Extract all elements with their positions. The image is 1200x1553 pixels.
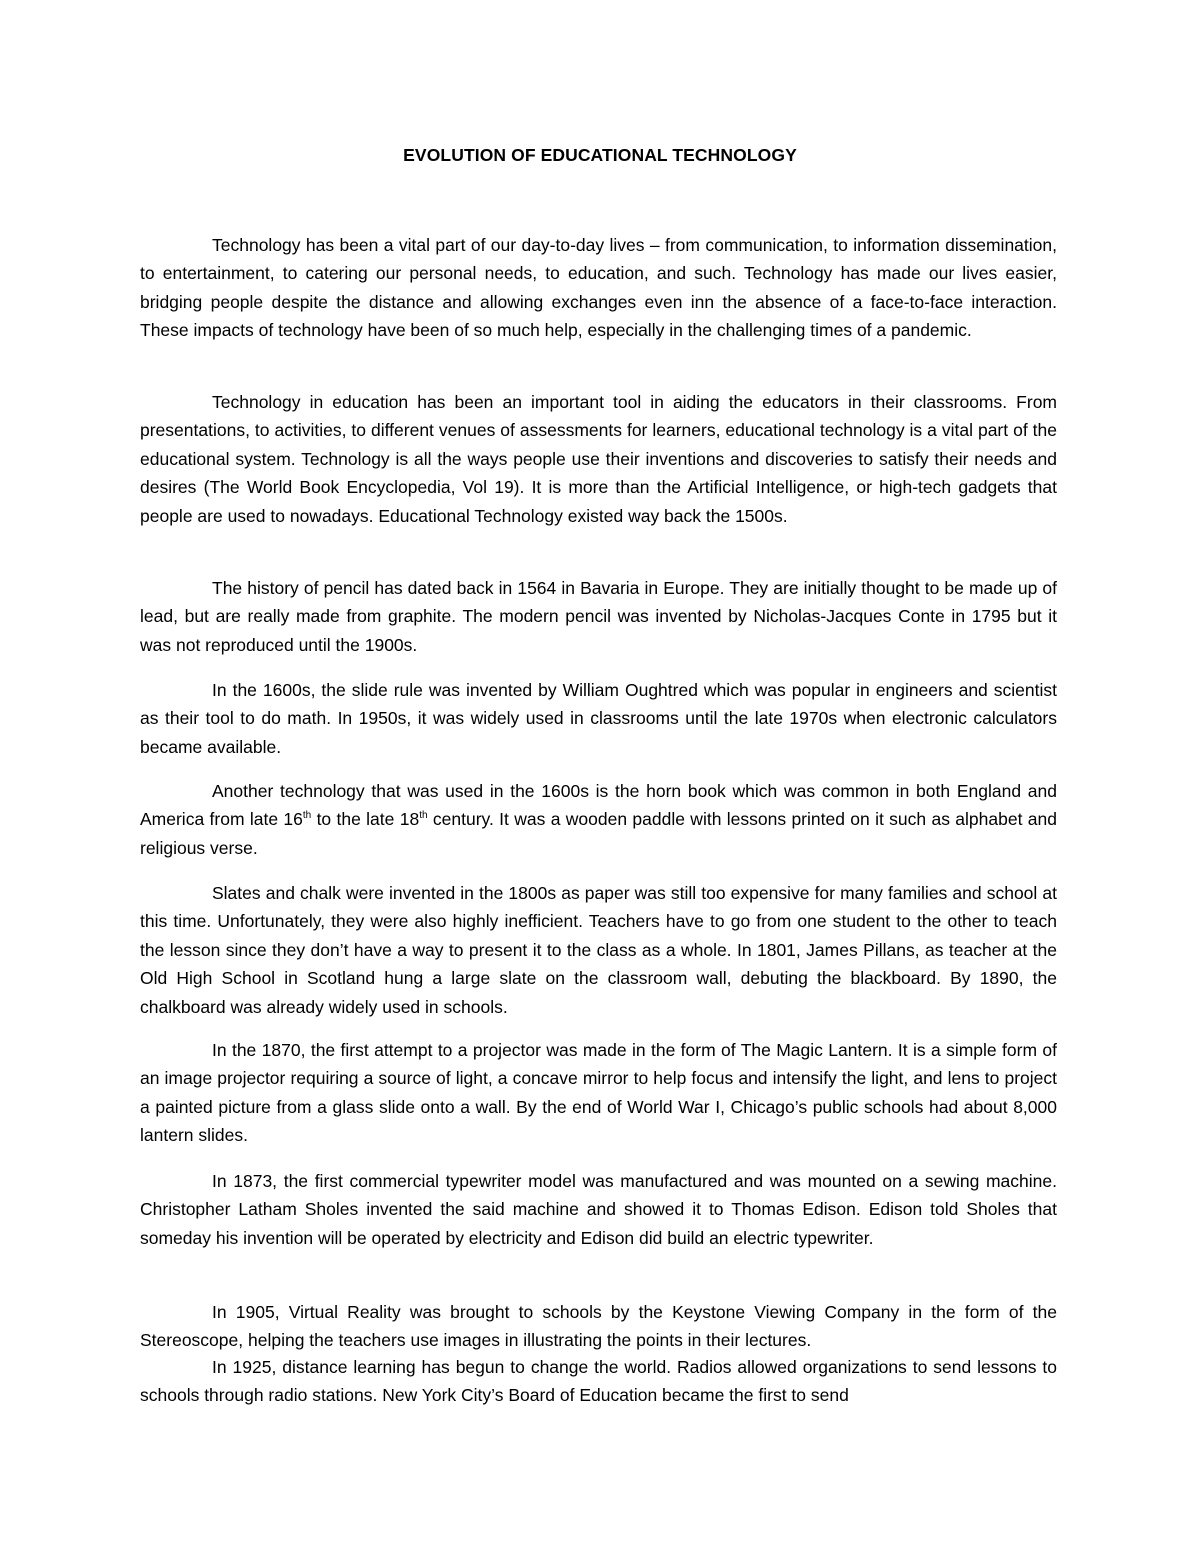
- paragraph-slates-and-chalk: Slates and chalk were invented in the 1800s as paper was still too expensive for many families and school at this time. Unfortunately, they were also highly inefficient. Teachers have to go from one student to the other to teach the lesson since they don’t have a way to present it to the class as a whole. In 1801, James Pillans, as teacher at the Old High School in Scotland hung a large slate on the classroom wall, debuting the blackboard. By 1890, the chalkboard was already widely used in schools.: [140, 883, 1057, 1017]
- document-title: EVOLUTION OF EDUCATIONAL TECHNOLOGY: [403, 145, 797, 165]
- paragraph-technology-in-education: Technology in education has been an important tool in aiding the educators in their classrooms. From presentations, to activities, to different venues of assessments for learners, educational technology is a vital part of the educational system. Technology is all the ways people use their inventions and discoveries to satisfy their needs and desires (The World Book Encyclopedia, Vol 19). It is more than the Artificial Intelligence, or high-tech gadgets that people are used to nowadays. Educational Technology existed way back the 1500s.: [140, 392, 1057, 526]
- paragraph-pencil-history: The history of pencil has dated back in 1564 in Bavaria in Europe. They are initially thought to be made up of lead, but are really made from graphite. The modern pencil was invented by Nicholas-Jacques Conte in 1795 but it was not reproduced until the 1900s.: [140, 578, 1057, 655]
- paragraph-typewriter: In 1873, the first commercial typewriter model was manufactured and was mounted on a sewing machine. Christopher Latham Sholes invented the said machine and showed it to Thomas Edison. Edison told Sholes that someday his invention will be operated by electricity and Edison did build an electric typewriter.: [140, 1171, 1057, 1248]
- horn-book-text-3: century. It was a wooden paddle with lessons printed on it such as alphabet and religious verse.: [140, 809, 1057, 858]
- superscript-th: th: [419, 810, 428, 822]
- paragraph-slide-rule: In the 1600s, the slide rule was invented by William Oughtred which was popular in engineers and scientist as their tool to do math. In 1950s, it was widely used in classrooms until the late 1970s when electronic calculators became available.: [140, 680, 1057, 757]
- paragraph-intro: Technology has been a vital part of our day-to-day lives – from communication, to information dissemination, to entertainment, to catering our personal needs, to education, and such. Technology has made our lives easier, bridging people despite the distance and allowing exchanges even inn the absence of a face-to-face interaction. These impacts of technology have been of so much help, especially in the challenging times of a pandemic.: [140, 235, 1057, 341]
- horn-book-text-1: Another technology that was used in the 1600s is the horn book which was common in both England and America from late 16: [140, 781, 1057, 830]
- paragraph-magic-lantern: In the 1870, the first attempt to a projector was made in the form of The Magic Lantern. It is a simple form of an image projector requiring a source of light, a concave mirror to help focus and intensify the light, and lens to project a painted picture from a glass slide onto a wall. By the end of World War I, Chicago’s public schools had about 8,000 lantern slides.: [140, 1040, 1057, 1146]
- paragraph-virtual-reality: In 1905, Virtual Reality was brought to schools by the Keystone Viewing Company in the form of the Stereoscope, helping the teachers use images in illustrating the points in their lectures.: [140, 1302, 1057, 1351]
- superscript-th: th: [302, 810, 312, 822]
- horn-book-text-2: to the late 18: [311, 809, 420, 830]
- paragraph-horn-book: [140, 777, 1057, 862]
- paragraph-distance-learning: In 1925, distance learning has begun to change the world. Radios allowed organizations to send lessons to schools through radio stations. New York City’s Board of Education became the first to send: [140, 1357, 1057, 1406]
